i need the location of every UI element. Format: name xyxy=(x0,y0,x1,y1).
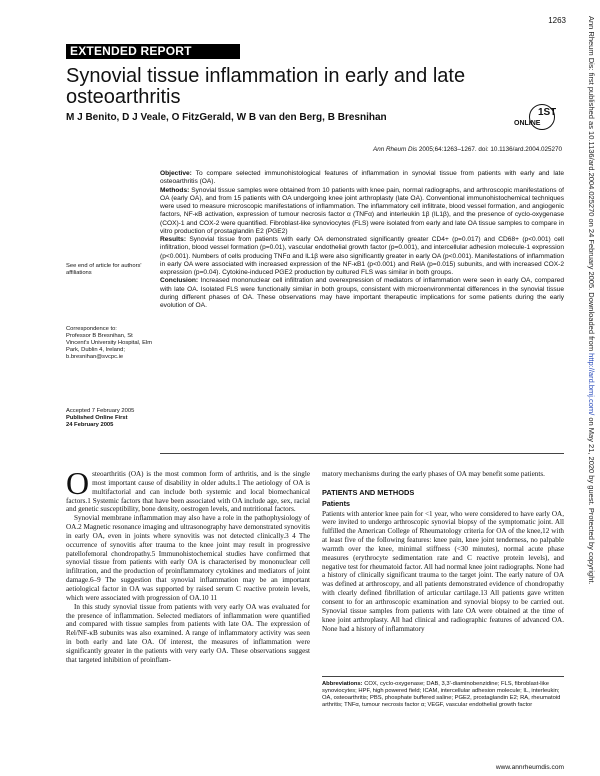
first-online-badge-icon xyxy=(512,103,556,131)
objective-label: Objective: xyxy=(160,170,192,177)
citation-line xyxy=(300,146,562,153)
drop-cap: O xyxy=(66,465,90,501)
published-online-date: Published Online First 24 February 2005 xyxy=(66,415,128,429)
article-title: Synovial tissue inflammation in early and late osteoarthritis xyxy=(66,65,466,108)
abstract-conclusion xyxy=(160,277,564,310)
page-number: 1263 xyxy=(548,16,566,25)
side-note-before: Ann Rheum Dis: first published as 10.1136/ard.2004.025270 on 24 February 2005. Downloaded from xyxy=(587,16,596,354)
abbreviations-label: Abbreviations: xyxy=(322,681,363,687)
conclusion-label: Conclusion: xyxy=(160,277,199,285)
abbreviations-box xyxy=(322,681,564,709)
abstract-methods xyxy=(160,187,564,237)
journal-name: Ann Rheum Dis xyxy=(373,146,418,153)
affiliations-note: See end of article for authors' affiliations xyxy=(66,263,142,277)
publication-dates xyxy=(66,408,154,429)
abstract xyxy=(160,170,564,310)
intro-paragraph-1-text: steoarthritis (OA) is the most common form of arthritis, and is the single most important cause of disability in older adults.1 The aetiology of OA is multifactorial and can include both systemic and local biomechanical factors.1 Systemic factors that have been associated with OA include age, sex, racial and genetic susceptibility, bone density, oestrogen levels, and nutritional factors. xyxy=(66,470,310,514)
section-tag: EXTENDED REPORT xyxy=(66,44,240,59)
abstract-objective xyxy=(160,170,564,187)
patients-paragraph: Patients with anterior knee pain for <1 year, who were considered to have early OA, were invited to undergo arthroscopic synovial biopsy of the symptomatic joint. All fulfilled the American College of Rheumatology criteria for OA of the knee,12 with at least five of the following features: knee pain, knee joint tenderness, no palpable warmth over the knee, minimal stiffness (<30 minutes), normal acute phase measures (erythrocyte sedimentation rate and C reactive protein levels), and negative test for rheumatoid factor. All had normal knee joint radiographs. None had a history of clinically significant trauma to the target joint. The early nature of OA was defined at arthroscopy, and all patients demonstrated evidence of chondropathy with clearly defined fibrillation of articular cartilage.13 All patients gave written consent to for an arthroscopic examination and synovial biopsy to be carried out. Synovial tissue samples from patients with late OA were obtained at the time of knee joint arthroplasty. All had clinical and radiographic features of advanced OA. None had a history of inflammatory xyxy=(322,509,564,633)
objective-text: To compare selected immunohistological features of inflammation in synovial tissue from patients with early and late osteoarthritis (OA). xyxy=(160,170,564,186)
subsection-heading: Patients xyxy=(322,498,350,508)
abbreviations-divider xyxy=(322,676,564,677)
results-text: Synovial tissue from patients with early OA demonstrated significantly greater CD4+ (p=0.017) and CD68+ (p<0.001) cell infiltration, blood vessel formation (p=0.01), vascular endothelial growth factor (p=0.001), and intercellular adhesion molecule-1 expression (p<0.001). Numbers of cells producing TNFα and IL1β were also significantly greater in early OA (p<0.001). Manifestations of inflammation in early OA were associated with increased expression of the NF-κB1 (p<0.001) and RelA (p=0.015) subunits, and with increased COX-2 expression (p=0.04). Cytokine-induced PGE2 production by cultured FLS was similar in both groups. xyxy=(160,236,564,276)
accepted-date: Accepted 7 February 2005 xyxy=(66,408,135,414)
badge-bottom-text: ONLINE xyxy=(514,120,541,127)
abstract-results xyxy=(160,236,564,277)
vertical-download-note xyxy=(587,16,596,776)
abstract-divider xyxy=(160,453,564,454)
section-heading: PATIENTS AND METHODS xyxy=(322,487,415,497)
results-label: Results: xyxy=(160,236,187,243)
methods-text: Synovial tissue samples were obtained from 10 patients with knee pain, normal radiographs, and arthroscopic manifestations of OA (early OA), and from 15 patients with OA undergoing knee joint arthroplasty (late OA). Conventional immunohistochemical techniques were used to measure microscopic manifestations of inflammation. The inflammatory cell infiltrate, blood vessel formation, and angiogenic factors, NF-κB activation, expression of tumour necrosis factor α (TNFα) and interleukin 1β (IL1β), and the presence of cyclo-oxygenase (COX)-1 and COX-2 were quantified. Fibroblast-like synoviocytes (FLS) were isolated from early and late OA tissue samples to compare in vitro production of prostaglandin E2 (PGE2) xyxy=(160,186,564,235)
author-list: M J Benito, D J Veale, O FitzGerald, W B van den Berg, B Bresnihan xyxy=(66,112,387,123)
abbreviations-text: COX, cyclo-oxygenase; DAB, 3,3′-diaminobenzidine; FLS, fibroblast-like synoviocytes; HPF, high powered field; ICAM, intercellular adhesion molecule; IL, interleukin; OA, osteoarthritis; PBS, phosphate buffered saline; PGE2, prostaglandin E2; RA, rheumatoid arthritis; TNFα, tumour necrosis factor α; VEGF, vascular endothelial growth factor xyxy=(322,681,561,709)
intro-paragraph-3: In this study synovial tissue from patients with very early OA was evaluated for the presence of inflammation. Selected mediators of inflammation were quantified and compared with tissue samples from patients with late OA. The expression of Rel/NF-κB subunits was also examined. A range of inflammatory activity was seen in both early and late OA. Of interest, the measures of inflammation were significantly greater in the patients with very early OA. These observations suggest that targeted inhibition of proinflam- xyxy=(66,602,310,664)
side-note-link[interactable]: http://ard.bmj.com/ xyxy=(587,353,596,416)
citation-details: 2005;64:1263–1267. doi: 10.1136/ard.2004.025270 xyxy=(417,146,562,153)
intro-paragraph-2: Synovial membrane inflammation may also have a role in the pathophysiology of OA.2 Magnetic resonance imaging and ultrasonography have demonstrated synovitis in early OA, even in joints where synovitis was not detected clinically.3 4 The occurrence of synovitis after trauma to the knee joint may result in progressive patellofemoral chondropathy.5 Immunohistochemical studies have confirmed that synovial tissue from patients with early OA is characterised by mononuclear cell infiltration, and the production of proinflammatory cytokines and mediators of joint damage.6–9 The suggestion that synovial inflammation may be an important aetiological factor in OA was supported by raised serum C reactive protein levels, which were associated with progression of OA.10 11 xyxy=(66,514,310,602)
methods-label: Methods: xyxy=(160,186,190,194)
correspondence-note: Correspondence to: Professor B Bresnihan, St Vincent's University Hospital, Elm Park, Dublin 4, Ireland; b.bresnihan@svcpc.ie xyxy=(66,326,153,361)
body-column-left xyxy=(66,465,310,665)
intro-paragraph-1 xyxy=(66,465,310,514)
body-column-right xyxy=(322,470,564,633)
conclusion-text: Increased mononuclear cell infiltration and overexpression of mediators of inflammation were seen in early OA, compared with late OA. Isolated FLS were functionally similar in both groups, consistent with microenvironmental differences in the synovial tissue during different phases of OA. These observations may have important therapeutic implications for some patients during the early evolution of OA. xyxy=(160,277,564,309)
footer-url: www.annrheumdis.com xyxy=(495,764,564,771)
intro-continuation: matory mechanisms during the early phases of OA may benefit some patients. xyxy=(322,470,545,478)
side-note-after: on May 21, 2020 by guest. Protected by copyright. xyxy=(587,415,596,585)
badge-top-text: 1ST xyxy=(538,107,556,118)
